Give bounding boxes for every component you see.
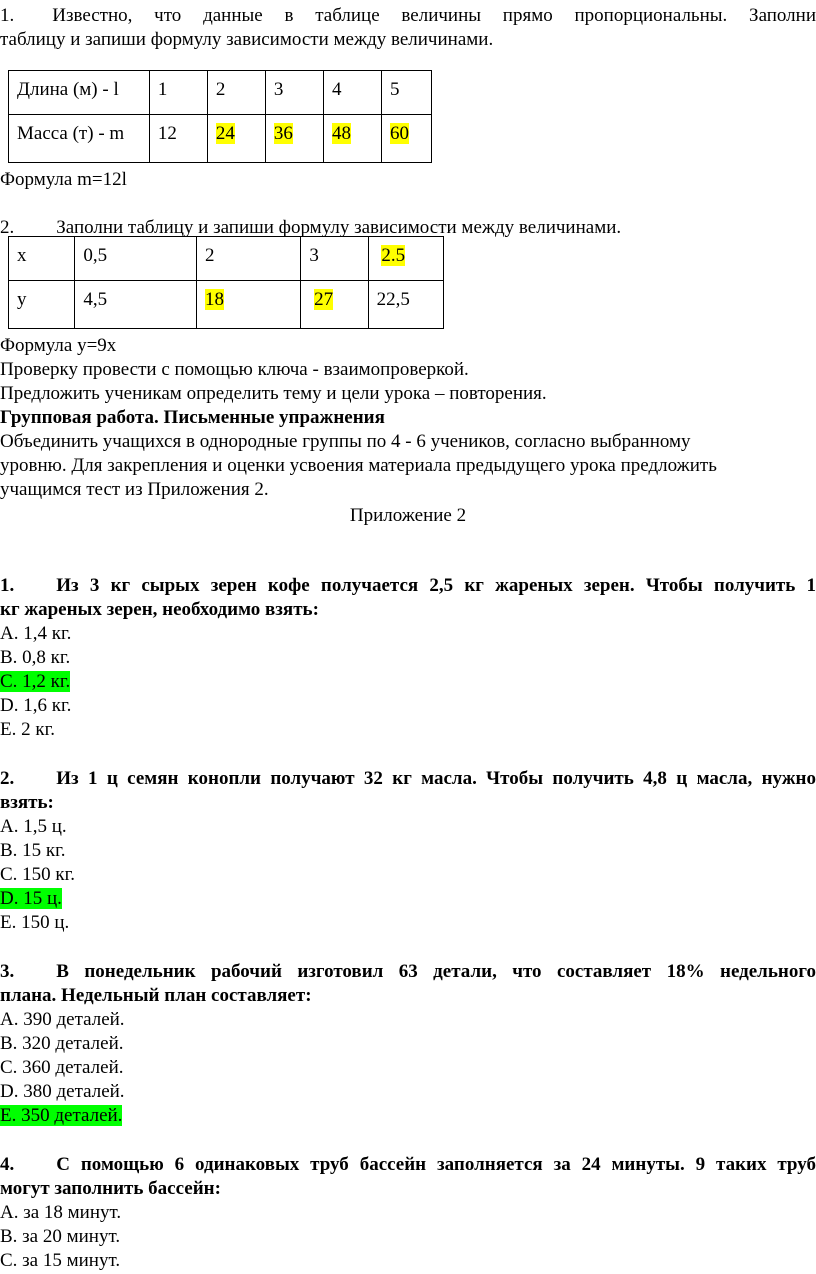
table-cell: [381, 115, 431, 163]
answer-option: В. за 20 минут.: [0, 1226, 121, 1247]
task1-table: [8, 70, 432, 163]
answer-option: В. 0,8 кг.: [0, 647, 71, 668]
table-cell: [265, 115, 323, 163]
appendix-title: Приложение 2: [349, 505, 467, 526]
answer-option: А. 1,5 ц.: [0, 816, 67, 837]
answer-option-correct: С. 1,2 кг.: [0, 671, 71, 692]
task2-line: 2. Заполни таблицу и запиши формулу зависимости между величинами.: [0, 217, 622, 238]
question-2-line1: 2. Из 1 ц семян конопли получают 32 кг масла. Чтобы получить 4,8 ц масла, нужно: [0, 768, 816, 789]
answer-option: D. 1,6 кг.: [0, 695, 72, 716]
table-row: [9, 237, 444, 281]
answer-option: D. 380 деталей.: [0, 1081, 125, 1102]
table-cell: 4,5: [75, 281, 197, 329]
question-3-line1: 3. В понедельник рабочий изготовил 63 детали, что составляет 18% недельного: [0, 961, 816, 982]
task2-formula: Формула у=9х: [0, 335, 117, 356]
highlighted-answer: 18: [204, 289, 224, 310]
paragraph-groups-line2: уровню. Для закрепления и оценки усвоения материала предыдущего урока предложить: [0, 455, 717, 476]
table-cell: 2: [207, 71, 265, 115]
answer-option: С. за 15 минут.: [0, 1250, 121, 1271]
question-1-line2: кг жареных зерен, необходимо взять:: [0, 599, 319, 620]
task2-table: [8, 236, 444, 329]
highlighted-answer: 48: [331, 123, 351, 144]
highlighted-answer: 24: [215, 123, 235, 144]
question-4-line1: 4. С помощью 6 одинаковых труб бассейн заполняется за 24 минуты. 9 таких труб: [0, 1154, 816, 1175]
task1-line1: 1. Известно, что данные в таблице величины прямо пропорциональны. Заполни: [0, 5, 816, 26]
table-cell: 3: [265, 71, 323, 115]
answer-option-correct: D. 15 ц.: [0, 888, 62, 909]
table-cell: 3: [301, 237, 368, 281]
answer-option: А. 1,4 кг.: [0, 623, 72, 644]
question-1-line1: 1. Из 3 кг сырых зерен кофе получается 2,5 кг жареных зерен. Чтобы получить 1: [0, 575, 816, 596]
table-cell: [368, 237, 443, 281]
paragraph-check: Проверку провести с помощью ключа - взаимопроверкой.: [0, 359, 469, 380]
answer-option: В. 320 деталей.: [0, 1033, 124, 1054]
highlighted-answer: 36: [273, 123, 293, 144]
table-cell: [207, 115, 265, 163]
table-cell: 1: [149, 71, 207, 115]
paragraph-topic: Предложить ученикам определить тему и цели урока – повторения.: [0, 383, 547, 404]
question-2-line2: взять:: [0, 792, 54, 813]
section-heading: Групповая работа. Письменные упражнения: [0, 407, 385, 428]
paragraph-groups-line1: Объединить учащихся в однородные группы по 4 - 6 учеников, согласно выбранному: [0, 431, 691, 452]
answer-option: С. 150 кг.: [0, 864, 76, 885]
table-row: [9, 281, 444, 329]
highlighted-answer: 27: [314, 289, 334, 310]
table-cell: 4: [323, 71, 381, 115]
answer-option: Е. 2 кг.: [0, 719, 55, 740]
answer-option: С. 360 деталей.: [0, 1057, 124, 1078]
table-cell: 12: [149, 115, 207, 163]
answer-option: А. 390 деталей.: [0, 1009, 125, 1030]
task1-line2: таблицу и запиши формулу зависимости между величинами.: [0, 29, 494, 50]
table-row: [9, 71, 432, 115]
table-row: [9, 115, 432, 163]
answer-option: Е. 150 ц.: [0, 912, 70, 933]
question-3-line2: плана. Недельный план составляет:: [0, 985, 312, 1006]
paragraph-groups-line3: учащимся тест из Приложения 2.: [0, 479, 269, 500]
highlighted-answer: 2.5: [381, 245, 406, 266]
table-cell: [323, 115, 381, 163]
answer-option-correct: Е. 350 деталей.: [0, 1105, 123, 1126]
table-cell: [196, 281, 300, 329]
task1-formula: Формула m=12l: [0, 169, 127, 190]
table-cell: Масса (т) - m: [9, 115, 150, 163]
table-cell: 2: [196, 237, 300, 281]
table-cell: 0,5: [75, 237, 197, 281]
table-cell: у: [9, 281, 75, 329]
table-cell: 22,5: [368, 281, 443, 329]
question-4-line2: могут заполнить бассейн:: [0, 1178, 221, 1199]
highlighted-answer: 60: [389, 123, 409, 144]
answer-option: В. 15 кг.: [0, 840, 66, 861]
answer-option: А. за 18 минут.: [0, 1202, 122, 1223]
table-cell: х: [9, 237, 75, 281]
table-cell: [301, 281, 368, 329]
table-cell: 5: [381, 71, 431, 115]
table-cell: Длина (м) - l: [9, 71, 150, 115]
